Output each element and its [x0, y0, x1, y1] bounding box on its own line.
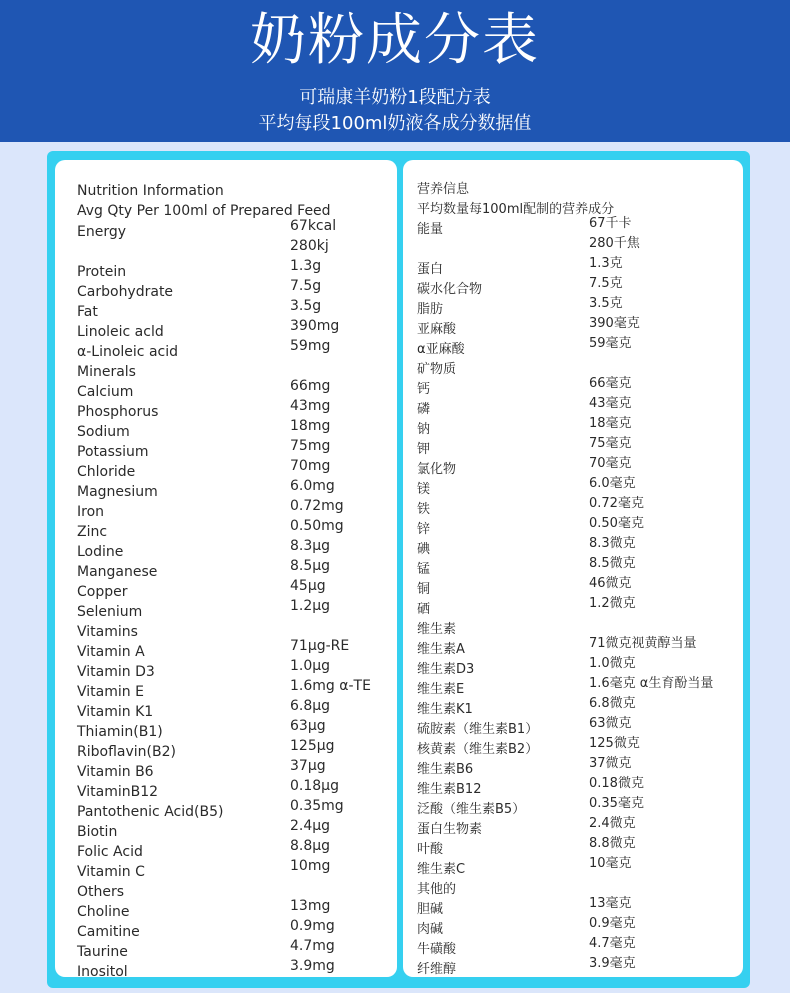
- english-nutrient-label: Copper: [77, 584, 128, 600]
- chinese-nutrient-row: [403, 816, 743, 840]
- english-nutrient-label: Choline: [77, 904, 130, 920]
- table-description: 平均每段100ml奶液各成分数据值: [258, 113, 532, 134]
- english-nutrient-row: [55, 418, 397, 442]
- english-nutrient-row: [55, 338, 397, 362]
- english-nutrient-label: Thiamin(B1): [77, 724, 163, 740]
- english-nutrient-label: Linoleic acld: [77, 324, 164, 340]
- english-nutrient-row: [55, 278, 397, 302]
- product-subtitle: 可瑞康羊奶粉1段配方表: [299, 87, 491, 108]
- english-nutrient-row: [55, 478, 397, 502]
- english-nutrient-label: Selenium: [77, 604, 143, 620]
- english-nutrient-label: Carbohydrate: [77, 284, 174, 300]
- english-nutrient-label: Fat: [77, 304, 98, 320]
- chinese-nutrient-row: [403, 696, 743, 720]
- english-nutrient-label: Pantothenic Acid(B5): [77, 804, 224, 820]
- chinese-nutrient-row: [403, 596, 743, 620]
- english-nutrient-label: Phosphorus: [77, 404, 159, 420]
- chinese-nutrient-label: 维生素C: [417, 862, 466, 877]
- english-nutrient-label: Iron: [77, 504, 105, 520]
- english-nutrition-panel: [55, 160, 397, 980]
- chinese-nutrient-row: [403, 276, 743, 300]
- chinese-nutrient-row: [403, 936, 743, 960]
- english-nutrient-label: Vitamin K1: [77, 704, 154, 720]
- chinese-nutrient-label: 牛磺酸: [417, 942, 457, 957]
- english-nutrient-row: [55, 218, 397, 254]
- page-title: 奶粉成分表: [250, 8, 540, 73]
- english-nutrient-row: [55, 518, 397, 542]
- english-nutrient-row: [55, 638, 397, 662]
- chinese-nutrient-value: 18毫克: [589, 416, 632, 431]
- english-nutrient-row: [55, 958, 397, 982]
- chinese-nutrient-label: 其他的: [417, 882, 457, 897]
- english-nutrient-row: [55, 498, 397, 522]
- english-nutrient-label: Manganese: [77, 564, 158, 580]
- english-heading: Nutrition Information: [77, 183, 224, 199]
- english-nutrient-value: 37μg: [290, 758, 326, 774]
- english-nutrient-value: 3.9mg: [290, 958, 335, 974]
- chinese-nutrient-label: 维生素B6: [417, 762, 474, 777]
- english-nutrient-value: 75mg: [290, 438, 331, 454]
- chinese-nutrient-row: [403, 436, 743, 460]
- chinese-nutrient-value: 43毫克: [589, 396, 632, 411]
- english-nutrient-label: VitaminB12: [77, 784, 159, 800]
- chinese-nutrient-row: [403, 496, 743, 520]
- english-nutrient-value: 66mg: [290, 378, 331, 394]
- chinese-nutrient-row: [403, 396, 743, 420]
- english-nutrient-row: [55, 778, 397, 802]
- english-nutrient-value: 67kcal: [290, 218, 337, 234]
- chinese-nutrient-label: 能量: [417, 222, 444, 237]
- english-nutrient-value: 0.50mg: [290, 518, 344, 534]
- chinese-nutrient-value: 0.72毫克: [589, 496, 644, 511]
- chinese-nutrient-label: 肉碱: [417, 922, 444, 937]
- english-nutrient-row: [55, 398, 397, 422]
- chinese-nutrient-row: [403, 796, 743, 820]
- english-subheading-row: [55, 201, 397, 221]
- english-nutrient-label: α-Linoleic acid: [77, 344, 179, 360]
- english-nutrient-value: 0.18μg: [290, 778, 339, 794]
- english-nutrient-row: [55, 318, 397, 342]
- chinese-nutrient-label: 钠: [417, 422, 431, 437]
- english-nutrient-value: 71μg-RE: [290, 638, 350, 654]
- chinese-nutrient-value: 8.3微克: [589, 536, 636, 551]
- english-nutrient-value: 0.72mg: [290, 498, 344, 514]
- chinese-nutrient-row: [403, 336, 743, 360]
- english-nutrient-row: [55, 838, 397, 862]
- chinese-nutrient-value: 37微克: [589, 756, 632, 771]
- chinese-nutrient-value: 59毫克: [589, 336, 632, 351]
- chinese-nutrient-label: 叶酸: [417, 842, 444, 857]
- chinese-nutrition-panel: [403, 160, 743, 977]
- chinese-nutrient-row: [403, 256, 743, 280]
- chinese-nutrient-value: 1.2微克: [589, 596, 636, 611]
- chinese-nutrient-row: [403, 956, 743, 980]
- english-nutrient-value: 1.3g: [290, 258, 322, 274]
- chinese-nutrient-row: [403, 216, 743, 251]
- chinese-nutrient-value: 1.3克: [589, 256, 623, 271]
- chinese-nutrient-label: 胆碱: [417, 902, 444, 917]
- chinese-nutrient-label: 泛酸（维生素B5）: [417, 802, 526, 817]
- chinese-nutrient-label: 维生素D3: [417, 662, 475, 677]
- english-nutrient-label: Biotin: [77, 824, 118, 840]
- english-nutrient-label: Riboflavin(B2): [77, 744, 176, 760]
- chinese-subheading-row: [403, 200, 743, 220]
- english-nutrient-label: Calcium: [77, 384, 134, 400]
- chinese-nutrient-label: 维生素A: [417, 642, 465, 657]
- chinese-nutrient-row: [403, 836, 743, 860]
- chinese-nutrient-value: 3.5克: [589, 296, 623, 311]
- english-nutrient-label: Others: [77, 884, 125, 900]
- chinese-nutrient-value: 13毫克: [589, 896, 632, 911]
- english-nutrient-label: Camitine: [77, 924, 140, 940]
- chinese-nutrient-value: 10毫克: [589, 856, 632, 871]
- chinese-nutrient-value: 2.4微克: [589, 816, 636, 831]
- chinese-nutrient-value: 71微克视黄醇当量: [589, 636, 697, 651]
- english-heading-row: [55, 181, 397, 201]
- english-nutrient-value: 6.0mg: [290, 478, 335, 494]
- english-nutrient-value: 8.5μg: [290, 558, 331, 574]
- english-nutrient-value: 2.4μg: [290, 818, 331, 834]
- chinese-nutrient-row: [403, 896, 743, 920]
- chinese-nutrient-value: 6.0毫克: [589, 476, 636, 491]
- chinese-nutrient-row: [403, 456, 743, 480]
- chinese-nutrient-label: 锰: [417, 562, 431, 577]
- english-nutrient-row: [55, 578, 397, 602]
- chinese-nutrient-value: 0.18微克: [589, 776, 644, 791]
- english-nutrient-label: Vitamin B6: [77, 764, 154, 780]
- chinese-nutrient-label: 氯化物: [417, 462, 457, 477]
- english-nutrient-row: [55, 818, 397, 842]
- chinese-nutrient-row: [403, 776, 743, 800]
- chinese-nutrient-row: [403, 880, 743, 900]
- english-nutrient-row: [55, 798, 397, 822]
- chinese-nutrient-value: 125微克: [589, 736, 640, 751]
- page-header: [0, 0, 790, 142]
- english-nutrient-label: Vitamin D3: [77, 664, 155, 680]
- english-nutrient-value: 1.2μg: [290, 598, 331, 614]
- chinese-nutrient-row: [403, 676, 743, 700]
- english-nutrient-label: Protein: [77, 264, 127, 280]
- english-nutrient-row: [55, 882, 397, 902]
- chinese-nutrient-label: 维生素: [417, 622, 457, 637]
- english-nutrient-value: 0.35mg: [290, 798, 344, 814]
- chinese-nutrient-row: [403, 316, 743, 340]
- chinese-nutrient-row: [403, 416, 743, 440]
- english-nutrient-row: [55, 538, 397, 562]
- chinese-nutrient-row: [403, 296, 743, 320]
- chinese-nutrient-row: [403, 916, 743, 940]
- chinese-nutrient-label: 硫胺素（维生素B1）: [417, 722, 539, 737]
- chinese-nutrient-label: 亚麻酸: [417, 322, 457, 337]
- english-nutrient-row: [55, 678, 397, 702]
- chinese-nutrient-value: 1.6毫克 α生育酚当量: [589, 676, 714, 691]
- english-nutrient-label: Folic Acid: [77, 844, 143, 860]
- chinese-nutrient-label: 核黄素（维生素B2）: [417, 742, 539, 757]
- english-nutrient-row: [55, 738, 397, 762]
- chinese-nutrient-value: 67千卡: [589, 216, 632, 231]
- chinese-nutrient-row: [403, 516, 743, 540]
- english-nutrient-value: 0.9mg: [290, 918, 335, 934]
- english-nutrient-value: 4.7mg: [290, 938, 335, 954]
- english-nutrient-row: [55, 938, 397, 962]
- english-nutrient-label: Minerals: [77, 364, 136, 380]
- chinese-nutrient-row: [403, 556, 743, 580]
- nutrition-frame: [47, 151, 750, 988]
- english-nutrient-row: [55, 438, 397, 462]
- english-nutrient-row: [55, 858, 397, 882]
- chinese-nutrient-value: 46微克: [589, 576, 632, 591]
- chinese-nutrient-row: [403, 536, 743, 560]
- english-nutrient-row: [55, 598, 397, 622]
- english-nutrient-label: Inositol: [77, 964, 128, 980]
- chinese-nutrient-label: 纤维醇: [417, 962, 457, 977]
- chinese-nutrient-label: 磷: [417, 402, 431, 417]
- english-nutrient-label: Energy: [77, 224, 127, 240]
- english-nutrient-row: [55, 298, 397, 322]
- english-subheading: Avg Qty Per 100ml of Prepared Feed: [77, 203, 331, 219]
- english-nutrient-value: 390mg: [290, 318, 340, 334]
- english-nutrient-label: Zinc: [77, 524, 108, 540]
- chinese-nutrient-label: 钾: [417, 442, 431, 457]
- chinese-nutrient-value: 8.5微克: [589, 556, 636, 571]
- english-nutrient-label: Magnesium: [77, 484, 158, 500]
- chinese-nutrient-value-secondary: 280千焦: [589, 236, 640, 251]
- english-nutrient-row: [55, 758, 397, 782]
- chinese-nutrient-value: 63微克: [589, 716, 632, 731]
- chinese-nutrient-value: 0.35毫克: [589, 796, 644, 811]
- chinese-nutrient-value: 1.0微克: [589, 656, 636, 671]
- chinese-nutrient-value: 70毫克: [589, 456, 632, 471]
- chinese-nutrient-row: [403, 476, 743, 500]
- english-nutrient-value: 70mg: [290, 458, 331, 474]
- english-nutrient-value: 10mg: [290, 858, 331, 874]
- english-nutrient-label: Chloride: [77, 464, 136, 480]
- english-nutrient-label: Sodium: [77, 424, 130, 440]
- english-nutrient-label: Lodine: [77, 544, 124, 560]
- english-nutrient-label: Potassium: [77, 444, 149, 460]
- chinese-nutrient-label: 维生素B12: [417, 782, 482, 797]
- english-nutrient-value: 1.6mg α-TE: [290, 678, 371, 694]
- chinese-nutrient-value: 7.5克: [589, 276, 623, 291]
- english-nutrient-value: 3.5g: [290, 298, 322, 314]
- chinese-nutrient-row: [403, 736, 743, 760]
- chinese-nutrient-label: 铁: [417, 502, 431, 517]
- english-nutrient-value: 8.8μg: [290, 838, 331, 854]
- chinese-nutrient-row: [403, 716, 743, 740]
- english-nutrient-row: [55, 258, 397, 282]
- chinese-nutrient-row: [403, 856, 743, 880]
- chinese-nutrient-value: 6.8微克: [589, 696, 636, 711]
- chinese-nutrient-row: [403, 376, 743, 400]
- english-nutrient-row: [55, 698, 397, 722]
- chinese-nutrient-label: 脂肪: [417, 302, 444, 317]
- chinese-nutrient-value: 390毫克: [589, 316, 640, 331]
- chinese-heading-row: [403, 180, 743, 200]
- chinese-nutrient-value: 0.50毫克: [589, 516, 644, 531]
- chinese-nutrient-label: 碘: [417, 542, 431, 557]
- english-nutrient-label: Vitamin C: [77, 864, 145, 880]
- english-nutrient-value: 8.3μg: [290, 538, 331, 554]
- english-nutrient-value: 18mg: [290, 418, 331, 434]
- chinese-nutrient-row: [403, 360, 743, 380]
- chinese-nutrient-label: 钙: [417, 382, 431, 397]
- english-nutrient-value: 6.8μg: [290, 698, 331, 714]
- chinese-nutrient-label: 蛋白: [417, 262, 444, 277]
- chinese-nutrient-label: 硒: [417, 602, 431, 617]
- english-nutrient-label: Vitamin E: [77, 684, 144, 700]
- chinese-nutrient-value: 8.8微克: [589, 836, 636, 851]
- chinese-nutrient-row: [403, 756, 743, 780]
- english-nutrient-value: 59mg: [290, 338, 331, 354]
- chinese-nutrient-value: 75毫克: [589, 436, 632, 451]
- chinese-nutrient-label: 维生素K1: [417, 702, 473, 717]
- english-nutrient-label: Vitamin A: [77, 644, 145, 660]
- english-nutrient-value: 43mg: [290, 398, 331, 414]
- english-nutrient-label: Vitamins: [77, 624, 138, 640]
- chinese-nutrient-value: 3.9毫克: [589, 956, 636, 971]
- chinese-nutrient-label: 维生素E: [417, 682, 465, 697]
- chinese-nutrient-label: 蛋白生物素: [417, 822, 483, 837]
- english-nutrient-row: [55, 362, 397, 382]
- english-nutrient-label: Taurine: [77, 944, 128, 960]
- english-nutrient-row: [55, 558, 397, 582]
- english-nutrient-value: 125μg: [290, 738, 335, 754]
- chinese-nutrient-value: 0.9毫克: [589, 916, 636, 931]
- chinese-nutrient-label: 铜: [417, 582, 431, 597]
- english-nutrient-value: 45μg: [290, 578, 326, 594]
- english-nutrient-value: 7.5g: [290, 278, 322, 294]
- english-nutrient-row: [55, 378, 397, 402]
- english-nutrient-value: 1.0μg: [290, 658, 331, 674]
- chinese-nutrient-label: 镁: [417, 482, 431, 497]
- english-nutrient-value: 63μg: [290, 718, 326, 734]
- chinese-nutrient-label: α亚麻酸: [417, 342, 465, 357]
- chinese-nutrient-value: 66毫克: [589, 376, 632, 391]
- english-nutrient-row: [55, 898, 397, 922]
- english-nutrient-row: [55, 718, 397, 742]
- english-nutrient-row: [55, 918, 397, 942]
- english-nutrient-row: [55, 458, 397, 482]
- chinese-nutrient-label: 碳水化合物: [417, 282, 483, 297]
- chinese-nutrient-value: 4.7毫克: [589, 936, 636, 951]
- chinese-nutrient-row: [403, 636, 743, 660]
- chinese-heading: 营养信息: [417, 182, 470, 197]
- chinese-subheading: 平均数量每100ml配制的营养成分: [417, 202, 615, 217]
- chinese-nutrient-label: 锌: [417, 522, 431, 537]
- english-nutrient-value-secondary: 280kj: [290, 238, 329, 254]
- english-nutrient-value: 13mg: [290, 898, 331, 914]
- chinese-nutrient-row: [403, 576, 743, 600]
- chinese-nutrient-label: 矿物质: [417, 362, 457, 377]
